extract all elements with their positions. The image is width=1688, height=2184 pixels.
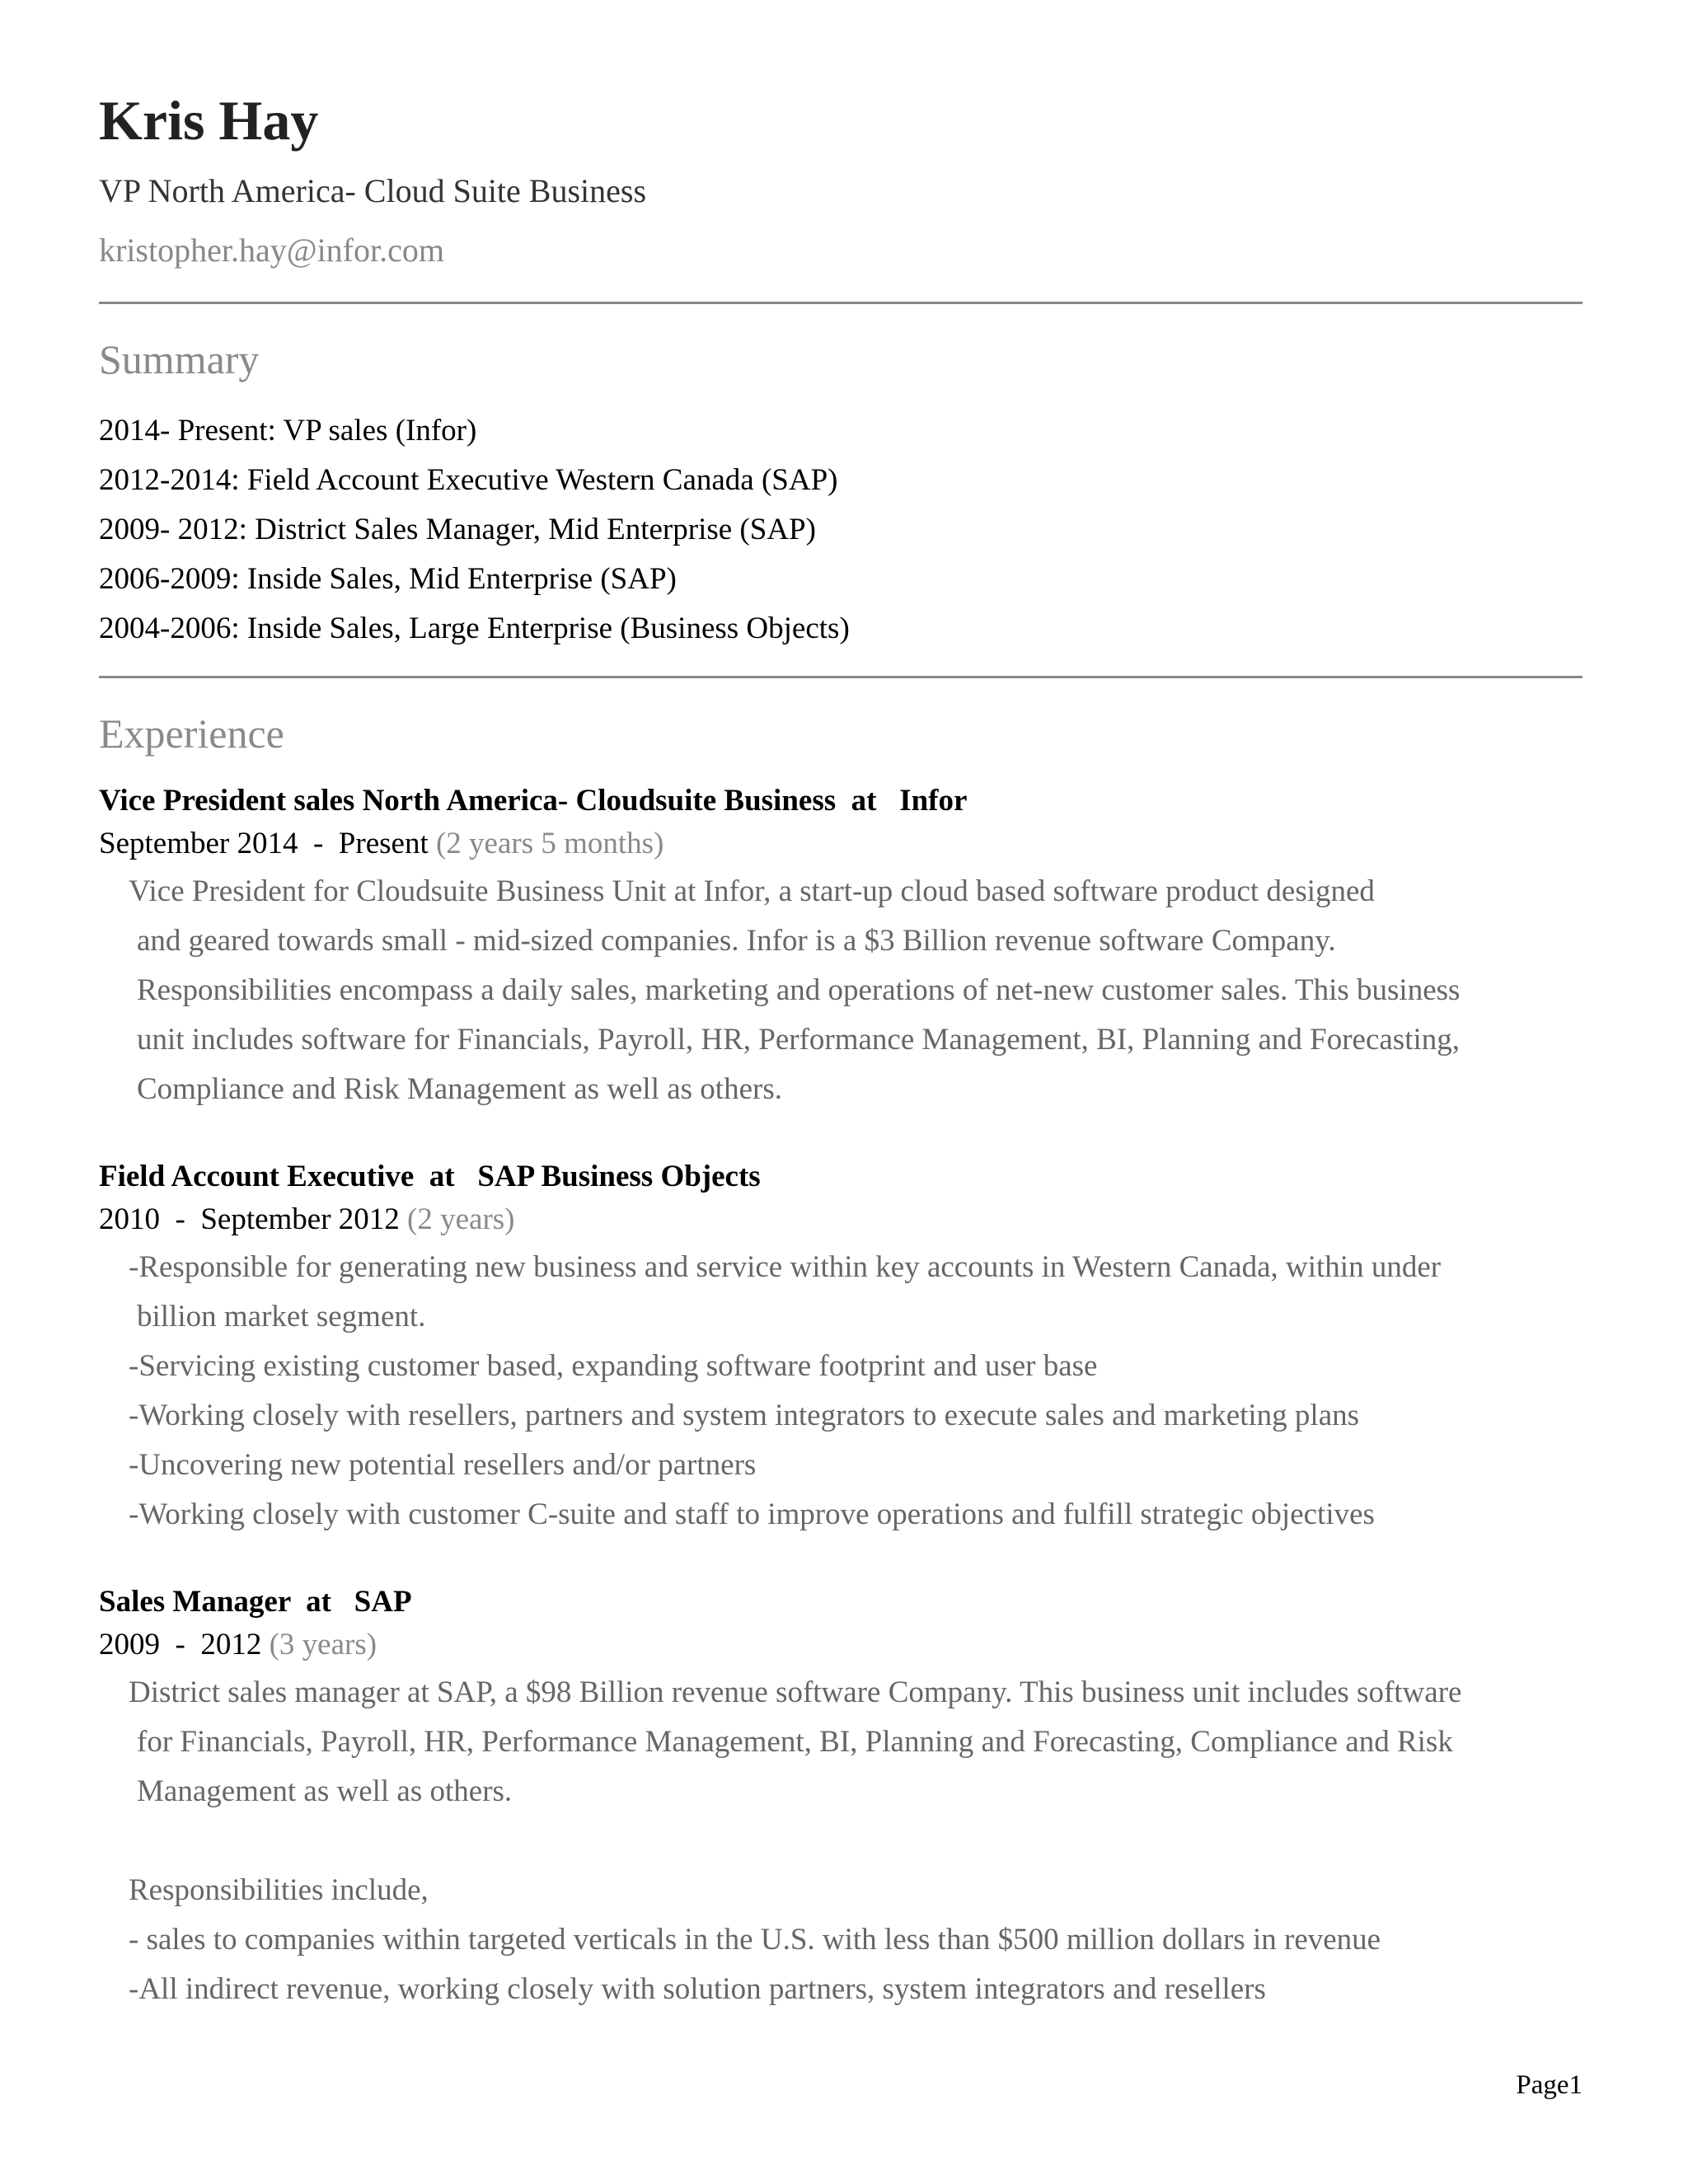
job-title: Vice President sales North America- Cloudsuite Business at Infor (99, 784, 968, 818)
job-description (99, 867, 1582, 1114)
summary-line: 2014- Present: VP sales (Infor) (99, 414, 477, 448)
job-dates: September 2014 - Present (99, 827, 429, 860)
description-line: and geared towards small - mid-sized companies. Infor is a $3 Billion revenue software Company. (137, 924, 1336, 958)
job-dates: 2010 - September 2012 (99, 1202, 400, 1236)
experience-item (99, 1582, 1582, 2014)
description-line: - sales to companies within targeted verticals in the U.S. with less than $500 million dollars in revenue (129, 1923, 1381, 1957)
summary-line: 2006-2009: Inside Sales, Mid Enterprise (SAP) (99, 562, 677, 596)
job-duration: (2 years) (407, 1202, 515, 1236)
description-line: Responsibilities include, (129, 1873, 429, 1907)
profile-name: Kris Hay (99, 89, 319, 152)
summary-line: 2012-2014: Field Account Executive Western Canada (SAP) (99, 463, 838, 497)
job-dates-row (99, 1622, 1582, 1668)
description-line: billion market segment. (137, 1300, 426, 1333)
description-line: for Financials, Payroll, HR, Performance Management, BI, Planning and Forecasting, Compliance and Risk (137, 1725, 1453, 1759)
experience-item (99, 781, 1582, 1114)
job-dates-row (99, 1197, 1582, 1243)
profile-headline: VP North America- Cloud Suite Business (99, 172, 647, 209)
description-line: -Working closely with resellers, partners and system integrators to execute sales and marketing plans (129, 1399, 1360, 1432)
summary-heading: Summary (99, 336, 260, 382)
divider (99, 302, 1582, 304)
job-dates: 2009 - 2012 (99, 1628, 262, 1661)
description-line: Management as well as others. (137, 1774, 513, 1808)
description-line: unit includes software for Financials, Payroll, HR, Performance Management, BI, Planning and Forecasting, (137, 1023, 1461, 1057)
summary-line: 2009- 2012: District Sales Manager, Mid Enterprise (SAP) (99, 513, 816, 546)
job-title: Field Account Executive at SAP Business Objects (99, 1160, 761, 1193)
profile-email[interactable]: kristopher.hay@infor.com (99, 232, 444, 269)
description-line: Compliance and Risk Management as well as others. (137, 1072, 782, 1106)
job-duration: (3 years) (269, 1628, 377, 1661)
description-line: -Working closely with customer C-suite and staff to improve operations and fulfill strategic objectives (129, 1497, 1375, 1531)
job-description (99, 1668, 1582, 2014)
experience-heading: Experience (99, 710, 284, 757)
experience-item (99, 1157, 1582, 1540)
description-line: -Servicing existing customer based, expanding software footprint and user base (129, 1349, 1098, 1383)
page-number: Page1 (1516, 2070, 1582, 2100)
blank-line (99, 1816, 1582, 1866)
summary-list (99, 406, 850, 654)
description-line: Vice President for Cloudsuite Business Unit at Infor, a start-up cloud based software product designed (129, 874, 1375, 908)
divider (99, 676, 1582, 678)
job-title: Sales Manager at SAP (99, 1585, 412, 1619)
description-line: Responsibilities encompass a daily sales, marketing and operations of net-new customer sales. This business (137, 973, 1461, 1007)
job-description (99, 1243, 1582, 1540)
description-line: District sales manager at SAP, a $98 Billion revenue software Company. This business unit includes software (129, 1675, 1462, 1709)
job-dates-row (99, 821, 1582, 867)
description-line: -Responsible for generating new business and service within key accounts in Western Canada, within under (129, 1250, 1442, 1284)
job-duration: (2 years 5 months) (435, 827, 664, 860)
summary-line: 2004-2006: Inside Sales, Large Enterprise (Business Objects) (99, 612, 850, 645)
description-line: -Uncovering new potential resellers and/or partners (129, 1448, 757, 1482)
description-line: -All indirect revenue, working closely with solution partners, system integrators and resellers (129, 1972, 1266, 2006)
